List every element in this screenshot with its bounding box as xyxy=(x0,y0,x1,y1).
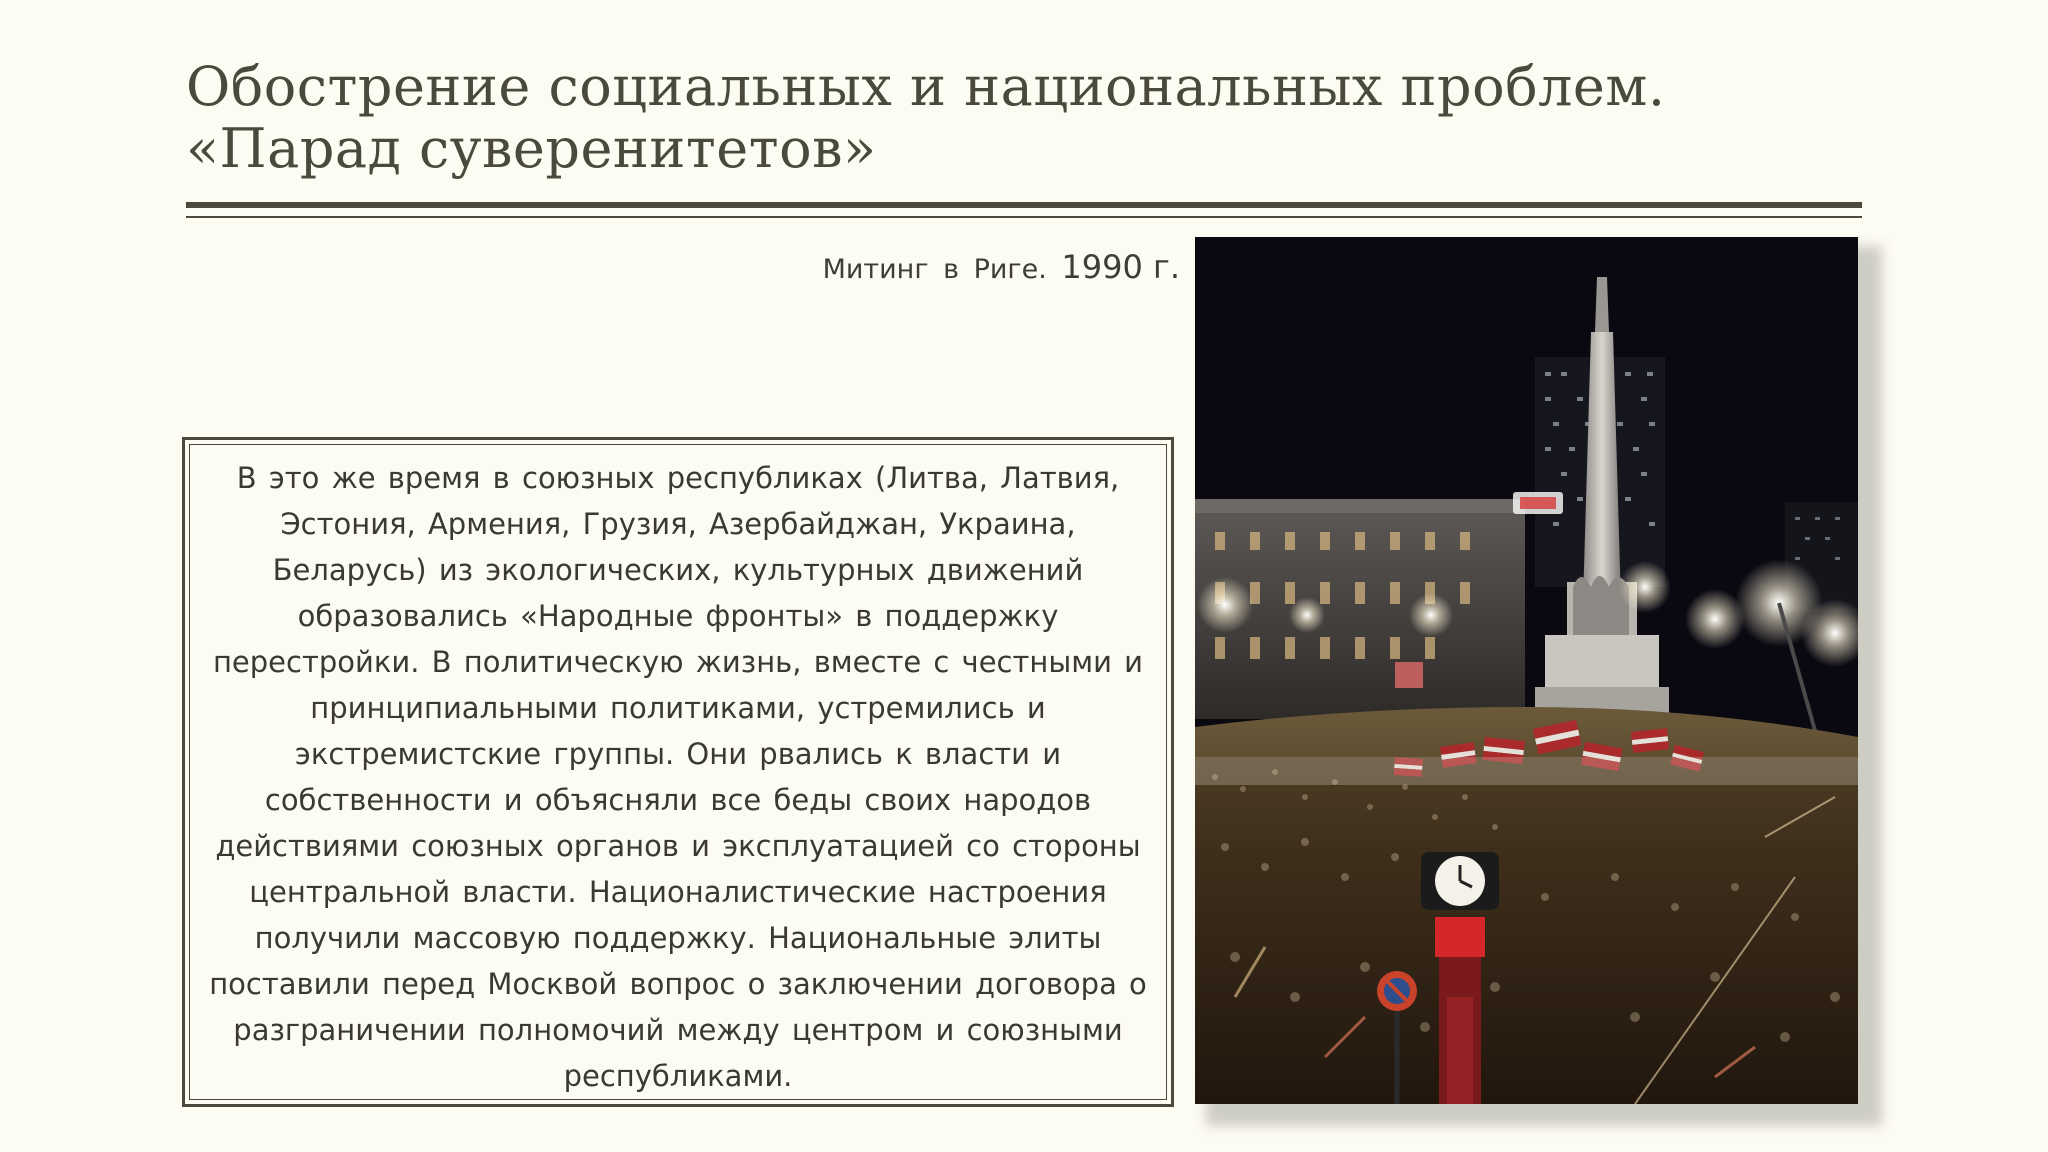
rally-photo-illustration xyxy=(1195,237,1858,1104)
title-divider-thin xyxy=(186,216,1862,218)
text-frame-inner xyxy=(189,444,1167,1100)
caption-year: 1990 г. xyxy=(1061,248,1180,286)
text-frame xyxy=(182,437,1174,1107)
caption-text: Митинг в Риге. xyxy=(822,254,1047,285)
body-text: В это же время в союзных республиках (Литва, Латвия, Эстония, Армения, Грузия, Азербайджан, Украина, Беларусь) из экологических, культурных движений образовались «Народные фронты» в поддержку перестройки. В политическую жизнь, вместе с честными и принципиальными политиками, устремились и экстремистские группы. Они рвались к власти и собственности и объясняли все беды своих народов действиями союзных органов и эксплуатацией со стороны центральной власти. Националистические настроения получили массовую поддержку. Национальные элиты поставили перед Москвой вопрос о заключении договора о разграничении полномочий между центром и союзными республиками. xyxy=(209,461,1147,1093)
title-divider-thick xyxy=(186,202,1862,208)
slide-title: Обострение социальных и национальных проблем. «Парад суверенитетов» xyxy=(186,55,1666,180)
rally-photo xyxy=(1195,237,1858,1104)
photo-caption xyxy=(600,247,1180,290)
